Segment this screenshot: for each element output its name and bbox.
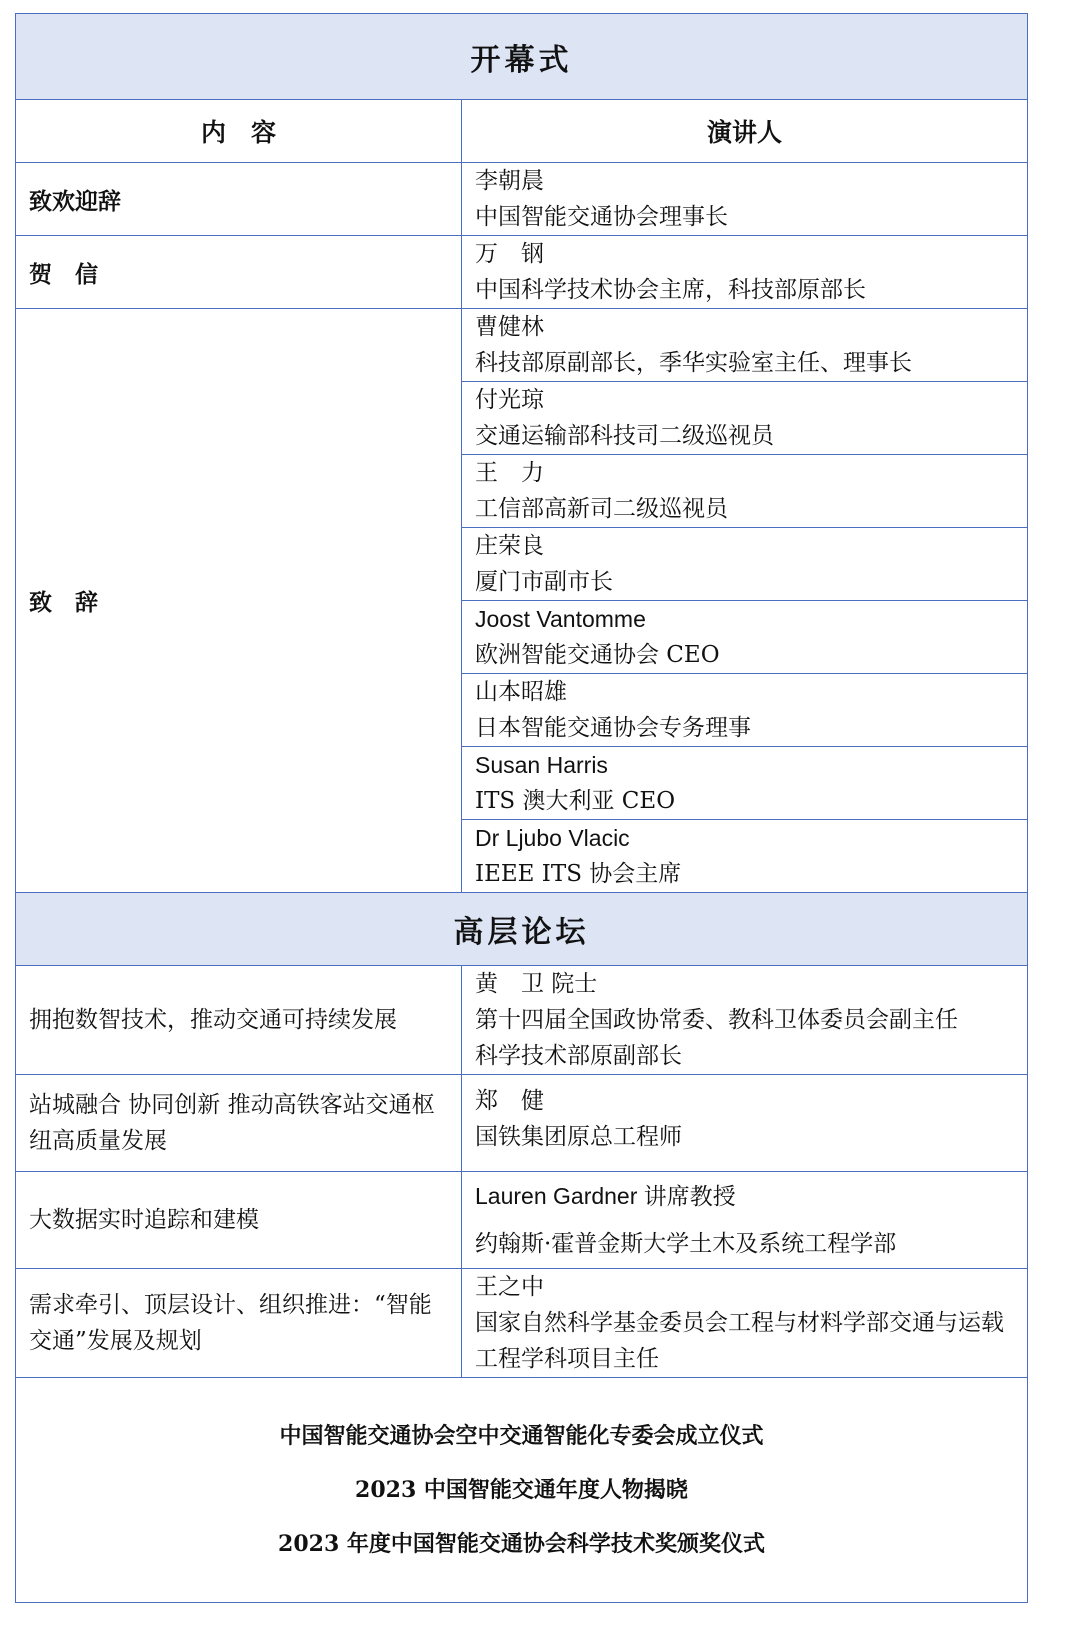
ceremony-line: 2023 年度中国智能交通协会科学技术奖颁奖仪式 [278,1531,765,1557]
speaker-name: Susan Harris [475,752,608,778]
ceremony-line: 2023 中国智能交通年度人物揭晓 [355,1477,688,1503]
speaker-cell [462,747,1028,820]
forum-topic: 拥抱数智技术，推动交通可持续发展 [16,966,462,1075]
speaker-title: 日本智能交通协会专务理事 [475,715,751,741]
speaker-cell [462,674,1028,747]
agenda-item-letter: 贺 信 [16,236,462,309]
forum-topic: 需求牵引、顶层设计、组织推进：“智能交通”发展及规划 [16,1269,462,1378]
speaker-name: 王之中 [475,1274,544,1300]
speaker-title: 国家自然科学基金委员会工程与材料学部交通与运载工程学科项目主任 [475,1310,1004,1372]
speaker-cell [462,455,1028,528]
speaker-cell [462,309,1028,382]
speaker-name: 曹健林 [475,314,544,340]
forum-title: 高层论坛 [16,893,1028,966]
speaker-name: 万 钢 [475,241,544,267]
speaker-cell [462,601,1028,674]
opening-title: 开幕式 [16,14,1028,100]
speaker-name: 李朝晨 [475,168,544,194]
speaker-title: 厦门市副市长 [475,569,613,595]
forum-topic: 大数据实时追踪和建模 [16,1172,462,1269]
speaker-name: 山本昭雄 [475,679,567,705]
speaker-cell [462,1172,1028,1269]
speaker-name: 黄 卫 院士 [475,971,598,997]
speaker-name: Dr Ljubo Vlacic [475,825,630,851]
column-header-speaker: 演讲人 [462,100,1028,163]
column-header-content: 内 容 [16,100,462,163]
agenda-table [15,13,1028,1603]
speaker-name: 王 力 [475,460,544,486]
ceremony-list [16,1378,1028,1603]
speaker-title: 中国智能交通协会理事长 [475,204,728,230]
speaker-title: IEEE ITS 协会主席 [475,861,682,887]
speaker-name: 庄荣良 [475,533,544,559]
speaker-cell [462,1075,1028,1172]
speaker-cell [462,236,1028,309]
speaker-title: 约翰斯·霍普金斯大学土木及系统工程学部 [475,1231,897,1257]
speaker-cell [462,1269,1028,1378]
speaker-cell [462,163,1028,236]
speaker-name: Lauren Gardner 讲席教授 [475,1183,736,1209]
speaker-name: 郑 健 [475,1088,544,1114]
speaker-name: Joost Vantomme [475,606,646,632]
speaker-cell [462,528,1028,601]
speaker-cell [462,382,1028,455]
speaker-title: 科学技术部原副部长 [475,1043,682,1069]
ceremony-line: 中国智能交通协会空中交通智能化专委会成立仪式 [279,1423,764,1449]
speaker-title: 国铁集团原总工程师 [475,1124,682,1150]
agenda-item-welcome: 致欢迎辞 [16,163,462,236]
speaker-cell [462,966,1028,1075]
forum-topic: 站城融合 协同创新 推动高铁客站交通枢纽高质量发展 [16,1075,462,1172]
speaker-name: 付光琼 [475,387,544,413]
speaker-title: 欧洲智能交通协会 CEO [475,642,720,668]
speaker-title: ITS 澳大利亚 CEO [475,788,676,814]
speaker-title: 第十四届全国政协常委、教科卫体委员会副主任 [475,1007,958,1033]
agenda-item-speech: 致 辞 [16,309,462,893]
speaker-title: 交通运输部科技司二级巡视员 [475,423,774,449]
speaker-title: 科技部原副部长，季华实验室主任、理事长 [475,350,912,376]
speaker-cell [462,820,1028,893]
speaker-title: 中国科学技术协会主席，科技部原部长 [475,277,866,303]
speaker-title: 工信部高新司二级巡视员 [475,496,728,522]
